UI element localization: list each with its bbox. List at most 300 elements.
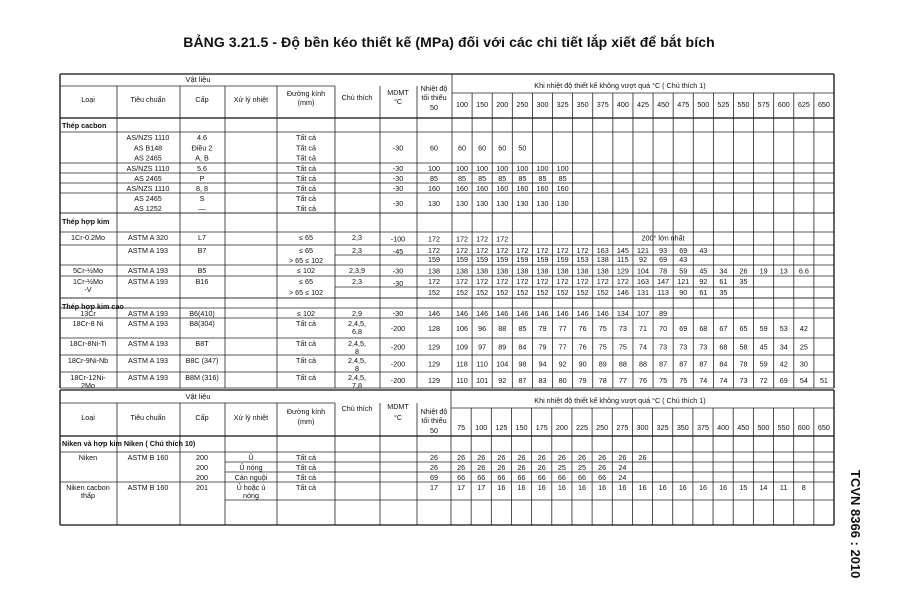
header-nhiet-do-2: Nhiệt độ	[420, 407, 448, 416]
row-mdmt: -30	[392, 164, 404, 173]
row-value: 172	[476, 277, 489, 286]
row-value: 159	[476, 255, 489, 264]
page-title: BẢNG 3.21.5 - Độ bền kéo thiết kế (MPa) đối với các chi tiết lắp xiết để bắt bích	[183, 34, 715, 50]
row-value: 138	[456, 266, 469, 276]
row-tieu-chuan: ASTM A 193	[128, 356, 168, 365]
row-value: 172	[476, 246, 489, 255]
row2-value: 16	[557, 483, 566, 492]
row-value: 77	[618, 376, 627, 385]
header-temp-2: 75	[457, 423, 466, 432]
row-value: 172	[496, 234, 509, 244]
row-value: 88	[618, 359, 627, 369]
header-temp-span: Khi nhiệt độ thiết kế không vượt quá °C ( Chú thích 1)	[534, 81, 706, 90]
row2-value: 66	[477, 473, 486, 482]
row-cap: B8(304)	[189, 319, 215, 328]
row-value: 109	[456, 342, 469, 352]
row2-value: 26	[618, 453, 627, 462]
row-duong-kinh: Tất cả	[296, 153, 316, 163]
row-value: 172	[556, 277, 569, 286]
row-value: 78	[598, 376, 607, 385]
row-value: 85	[498, 174, 507, 183]
row-value: 160	[496, 184, 509, 193]
row-value: 159	[496, 255, 509, 264]
row-value: 130	[456, 199, 469, 208]
row-tieu-chuan: AS 2465	[134, 174, 162, 183]
row-value: 97	[478, 342, 487, 352]
row-value: 100	[516, 164, 529, 173]
row-value: 130	[476, 199, 489, 208]
row2-value: 26	[477, 453, 486, 462]
row2-value: 14	[759, 483, 768, 492]
row-loai: -V	[84, 285, 92, 294]
header-temp-1: 600	[777, 100, 790, 109]
row-value: 100	[456, 164, 469, 173]
row-value: 74	[699, 376, 708, 385]
header-temp-1: 200	[496, 100, 509, 109]
row-value: 76	[639, 376, 647, 385]
row-min-temp: 172	[428, 234, 440, 244]
row-chu-thich: 2,4,5,	[348, 339, 366, 348]
row2-value: 16	[719, 483, 728, 492]
row-value: 100	[536, 164, 549, 173]
row-min-temp: 159	[428, 255, 440, 264]
section-niken: Niken và hợp kim Niken ( Chú thích 10)	[62, 439, 196, 448]
row-value: 152	[456, 288, 469, 297]
row2-value: 25	[578, 463, 587, 472]
row-value: 68	[699, 324, 708, 333]
row-duong-kinh: Tất cả	[296, 319, 316, 328]
row2-value: 16	[678, 483, 687, 492]
row-value: 85	[538, 174, 547, 183]
row-min-temp: 129	[428, 376, 440, 385]
header-temp-2: 600	[797, 423, 810, 432]
row-min-temp: 129	[428, 342, 440, 352]
header-temp-2: 225	[576, 423, 589, 432]
header-temp-1: 550	[737, 100, 750, 109]
row-cap: B5	[197, 266, 207, 275]
row-duong-kinh: Tất cả	[296, 143, 316, 153]
header-temp-1: 325	[556, 100, 569, 109]
header-temp-2: 450	[737, 423, 750, 432]
row-value: 71	[639, 324, 647, 333]
header-tieu-chuan: Tiêu chuẩn	[130, 95, 166, 104]
row-value: 152	[536, 288, 549, 297]
row-value: 172	[516, 277, 529, 286]
row2-xu-ly-nhiet: Cán nguội	[234, 473, 268, 482]
row-loai: 1Cr-0.2Mo	[71, 233, 105, 242]
row-min-temp: 172	[428, 277, 440, 286]
row-value: 50	[518, 143, 527, 153]
section-thep-hop-kim: Thép hợp kim	[62, 217, 110, 226]
row-duong-kinh: Tất cả	[296, 184, 316, 193]
row-value: 59	[679, 266, 688, 276]
row-value: 25	[799, 342, 808, 352]
header-temp-1: 350	[576, 100, 589, 109]
row-value: 147	[657, 277, 670, 286]
row2-value: 66	[517, 473, 526, 482]
row2-value: 26	[598, 463, 607, 472]
row-value: 54	[799, 376, 808, 385]
row2-loai: Niken	[78, 453, 98, 462]
row-cap: Điều 2	[191, 143, 213, 153]
row-duong-kinh: Tất cả	[296, 133, 316, 142]
row2-value: 26	[598, 453, 607, 462]
row-value: 159	[516, 255, 529, 264]
row-value: 59	[759, 324, 768, 333]
row-chu-thich: 2,3	[352, 277, 362, 286]
row2-value: 16	[497, 483, 506, 492]
header-vat-lieu: Vật liệu	[185, 75, 211, 84]
row-loai: 2Mo	[81, 381, 95, 390]
row-value: 90	[578, 359, 587, 369]
header-mdmt-unit: °C	[393, 97, 403, 106]
header-duong-kinh-unit: (mm)	[297, 98, 315, 107]
row-mdmt: -200	[390, 324, 406, 333]
header-temp-2: 150	[515, 423, 528, 432]
row2-value: 26	[497, 463, 506, 472]
row2-duong-kinh: Tất cả	[296, 483, 316, 492]
section-thep-cacbon: Thép cacbon	[62, 121, 107, 130]
row-value: 61	[719, 277, 728, 286]
row-value: 85	[458, 174, 467, 183]
row2-value: 16	[537, 483, 546, 492]
row-cap: B8C (347)	[185, 356, 219, 365]
row-cap: 8, 8	[196, 184, 208, 193]
row2-value: 25	[557, 463, 566, 472]
row-value: 59	[759, 359, 768, 369]
row2-value: 24	[618, 463, 627, 472]
row-chu-thich: 2,9	[352, 309, 362, 318]
row-duong-kinh: ≤ 102	[297, 266, 315, 275]
row-value: 26	[739, 266, 748, 276]
row-value: 67	[719, 324, 728, 333]
row-cap: B7	[197, 246, 207, 255]
row-duong-kinh: ≤ 65	[299, 233, 313, 242]
row-loai: 13Cr	[80, 309, 96, 318]
row-value: 75	[598, 342, 607, 352]
row-tieu-chuan: AS/NZS 1110	[126, 133, 170, 142]
header-tieu-chuan-2: Tiêu chuẩn	[130, 413, 166, 422]
row-value: 85	[558, 174, 567, 183]
row-value: 104	[496, 359, 509, 369]
row-value: 146	[496, 309, 509, 318]
row2-value: 26	[430, 453, 438, 462]
row2-value: 17	[430, 483, 438, 492]
row-duong-kinh: Tất cả	[296, 174, 316, 183]
row-chu-thich: 2,4,5,	[348, 356, 366, 365]
row-duong-kinh: Tất cả	[296, 373, 316, 382]
row-value: 69	[659, 255, 668, 264]
header-cap: Cấp	[195, 95, 209, 104]
row-cap: 5.6	[197, 164, 207, 173]
row-cap: 4.6	[197, 133, 207, 142]
row-value: 92	[498, 376, 507, 385]
row-value: 72	[759, 376, 768, 385]
row-value: 35	[739, 277, 748, 286]
row-min-temp: 160	[428, 184, 440, 193]
row-value: 75	[598, 324, 607, 333]
row-tieu-chuan: AS 1252	[134, 204, 162, 213]
row2-value: 26	[578, 453, 587, 462]
row2-value: 17	[457, 483, 466, 492]
row-tieu-chuan: ASTM A 193	[128, 339, 168, 348]
row-value: 138	[516, 266, 529, 276]
row-cap: B16	[195, 277, 209, 286]
row-value: 30	[799, 359, 808, 369]
row-value: 73	[659, 342, 668, 352]
row-value: 172	[456, 246, 469, 255]
row-value: 138	[536, 266, 549, 276]
row-value: 85	[518, 324, 527, 333]
header-temp-2: 350	[676, 423, 689, 432]
row-value: 163	[596, 246, 609, 255]
row-value: 19	[759, 266, 768, 276]
row-value: 152	[596, 288, 609, 297]
row-cap: P	[199, 174, 205, 183]
header-xu-ly-nhiet: Xử lý nhiệt	[233, 95, 269, 104]
row-min-temp: 100	[428, 164, 440, 173]
row-value: 76	[578, 342, 587, 352]
row-value: 35	[719, 288, 728, 297]
row-value: 104	[637, 266, 649, 276]
row-chu-thich: 2,4,5,	[348, 319, 366, 328]
header-temp-2: 550	[777, 423, 790, 432]
header-mdmt-unit-2: °C	[393, 413, 403, 422]
row-value: 93	[659, 246, 668, 255]
row-tieu-chuan: ASTM A 193	[128, 309, 168, 318]
header-temp-2: 100	[475, 423, 488, 432]
header-temp-2: 500	[757, 423, 770, 432]
row-value: 84	[518, 342, 527, 352]
row-value: 160	[536, 184, 549, 193]
row-cap: A, B	[195, 153, 209, 163]
row-value: 79	[538, 324, 547, 333]
row-value: 79	[578, 376, 587, 385]
row-value: 100	[476, 164, 489, 173]
row-value: 87	[679, 359, 688, 369]
row2-duong-kinh: Tất cả	[296, 473, 316, 482]
row2-loai: thấp	[81, 491, 95, 500]
row2-xu-ly-nhiet: nóng	[243, 491, 259, 500]
row2-value: 16	[638, 483, 647, 492]
row2-loai: Niken cacbon	[66, 483, 110, 492]
row-value: 42	[779, 359, 788, 369]
row2-value: 66	[557, 473, 566, 482]
row-value: 172	[536, 246, 549, 255]
row-value: 80	[558, 376, 567, 385]
row2-value: 16	[658, 483, 667, 492]
row2-duong-kinh: Tất cả	[296, 453, 316, 462]
row2-value: 66	[598, 473, 607, 482]
row-value: 160	[456, 184, 469, 193]
row-value: 172	[536, 277, 549, 286]
row-value: 60	[458, 143, 467, 153]
row-value: 138	[476, 266, 489, 276]
row-chu-thich: 2,3	[352, 233, 362, 242]
row-value: 172	[516, 246, 529, 255]
header-loai: Loại	[81, 95, 95, 104]
row-value: 98	[518, 359, 527, 369]
row-value: 87	[518, 376, 527, 385]
row2-value: 66	[578, 473, 587, 482]
row2-value: 66	[537, 473, 546, 482]
row-mdmt: -100	[390, 234, 406, 244]
row-loai: 1Cr-½Mo	[73, 277, 103, 286]
row-value: 74	[719, 376, 728, 385]
row-value: 130	[556, 199, 569, 208]
row2-value: 15	[739, 483, 748, 492]
row-value: 172	[576, 277, 589, 286]
row-value: 146	[596, 309, 609, 318]
row-note: 200° lớn nhất	[641, 233, 685, 243]
header-mdmt: MDMT	[387, 88, 409, 97]
header-temp-2: 325	[656, 423, 669, 432]
row-value: 42	[799, 324, 808, 333]
header-temp-2: 300	[636, 423, 649, 432]
row2-xu-ly-nhiet: Ủ nóng	[239, 463, 263, 472]
row2-value: 69	[430, 473, 438, 482]
row-tieu-chuan: ASTM A 320	[128, 233, 168, 242]
row-value: 34	[779, 342, 788, 352]
row-value: 78	[659, 266, 668, 276]
row-duong-kinh: > 65 ≤ 102	[288, 288, 324, 297]
row-tieu-chuan: ASTM A 193	[128, 266, 168, 275]
header-temp-1: 400	[616, 100, 629, 109]
row-min-temp: 138	[428, 266, 440, 276]
header-cap-2: Cấp	[195, 413, 209, 422]
row-value: 152	[516, 288, 529, 297]
row-duong-kinh: Tất cả	[296, 356, 316, 365]
row-mdmt: -200	[390, 359, 406, 369]
row-tieu-chuan: ASTM A 193	[128, 373, 168, 382]
row-value: 53	[779, 324, 788, 333]
row-value: 118	[456, 359, 468, 369]
row-value: 58	[739, 342, 748, 352]
row-value: 146	[616, 288, 629, 297]
row-value: 172	[456, 234, 469, 244]
header-temp-1: 625	[797, 100, 810, 109]
row-mdmt: -200	[390, 342, 406, 352]
row-value: 160	[476, 184, 489, 193]
row2-value: 26	[477, 463, 486, 472]
row-mdmt: -30	[392, 266, 404, 276]
row-value: 101	[476, 376, 489, 385]
row-value: 146	[456, 309, 469, 318]
row-value: 172	[456, 277, 469, 286]
row2-value: 26	[430, 463, 438, 472]
row2-duong-kinh: Tất cả	[296, 463, 316, 472]
header-chu-thich: Chú thích	[341, 93, 373, 102]
header-temp-2: 175	[535, 423, 548, 432]
row-value: 69	[679, 246, 688, 255]
row2-value: 16	[698, 483, 707, 492]
row-value: 138	[556, 266, 569, 276]
row-cap: S	[199, 194, 205, 203]
row-value: 121	[637, 246, 649, 255]
row-value: 172	[476, 234, 489, 244]
header-temp-1: 650	[817, 100, 830, 109]
row-duong-kinh: ≤ 65	[299, 277, 313, 286]
header-temp-1: 425	[637, 100, 649, 109]
row-value: 92	[639, 255, 647, 264]
header-temp-1: 100	[456, 100, 469, 109]
row-loai: 5Cr-½Mo	[73, 266, 103, 275]
row-value: 78	[739, 359, 748, 369]
row-mdmt: -45	[392, 247, 404, 256]
row-value: 160	[556, 184, 569, 193]
row-value: 84	[719, 359, 728, 369]
row-value: 73	[618, 324, 627, 333]
row-value: 43	[699, 246, 708, 255]
row-value: 85	[518, 174, 527, 183]
row-value: 146	[516, 309, 529, 318]
row-value: 73	[679, 342, 688, 352]
row-value: 87	[699, 359, 708, 369]
row-value: 145	[616, 246, 629, 255]
header-temp-1: 475	[677, 100, 690, 109]
row-cap: B8T	[195, 339, 209, 348]
row-duong-kinh: > 65 ≤ 102	[288, 256, 324, 265]
row-value: 88	[498, 324, 507, 333]
row-duong-kinh: Tất cả	[296, 204, 316, 213]
row2-cap: 200	[196, 453, 208, 462]
row-cap: —	[198, 204, 206, 213]
row-min-temp: 128	[428, 324, 440, 333]
row-value: 107	[637, 309, 649, 318]
row-cap: L7	[198, 233, 206, 242]
row-chu-thich: 8	[355, 364, 359, 373]
row-value: 69	[679, 324, 688, 333]
row-value: 113	[657, 288, 669, 297]
row-value: 172	[496, 246, 509, 255]
row2-value: 26	[557, 453, 566, 462]
row2-value: 66	[457, 473, 466, 482]
row-value: 152	[476, 288, 489, 297]
row-value: 45	[759, 342, 768, 352]
row-mdmt: -30	[392, 309, 404, 318]
row-value: 68	[719, 342, 728, 352]
row-value: 85	[478, 174, 487, 183]
row-duong-kinh: Tất cả	[296, 164, 316, 173]
row-value: 110	[456, 376, 468, 385]
row2-value: 16	[618, 483, 627, 492]
row-value: 163	[637, 277, 649, 286]
row-value: 138	[496, 266, 509, 276]
row2-value: 11	[779, 483, 788, 492]
row-min-temp: 60	[430, 143, 438, 153]
row-value: 159	[456, 255, 469, 264]
row-value: 146	[556, 309, 569, 318]
row-tieu-chuan: AS 2465	[134, 194, 162, 203]
row-value: 73	[739, 376, 748, 385]
row2-xu-ly-nhiet: Ủ	[248, 453, 254, 462]
row-chu-thich: 2,3,9	[349, 266, 365, 275]
row-value: 96	[478, 324, 487, 333]
section-thep-hop-kim-cao: Thép hợp kim cao	[62, 302, 124, 311]
row-value: 160	[516, 184, 529, 193]
header-temp-2: 125	[495, 423, 508, 432]
row-loai: 18Cr-8 Ni	[72, 319, 104, 328]
row-value: 152	[576, 288, 589, 297]
row2-value: 16	[598, 483, 607, 492]
row-value: 60	[478, 143, 487, 153]
row-value: 106	[456, 324, 469, 333]
row-tieu-chuan: AS/NZS 1110	[126, 164, 170, 173]
header-xu-ly-nhiet-2: Xử lý nhiệt	[233, 413, 269, 422]
row-value: 45	[699, 266, 708, 276]
row-tieu-chuan: ASTM A 193	[128, 277, 168, 286]
row2-cap: 200	[196, 473, 208, 482]
